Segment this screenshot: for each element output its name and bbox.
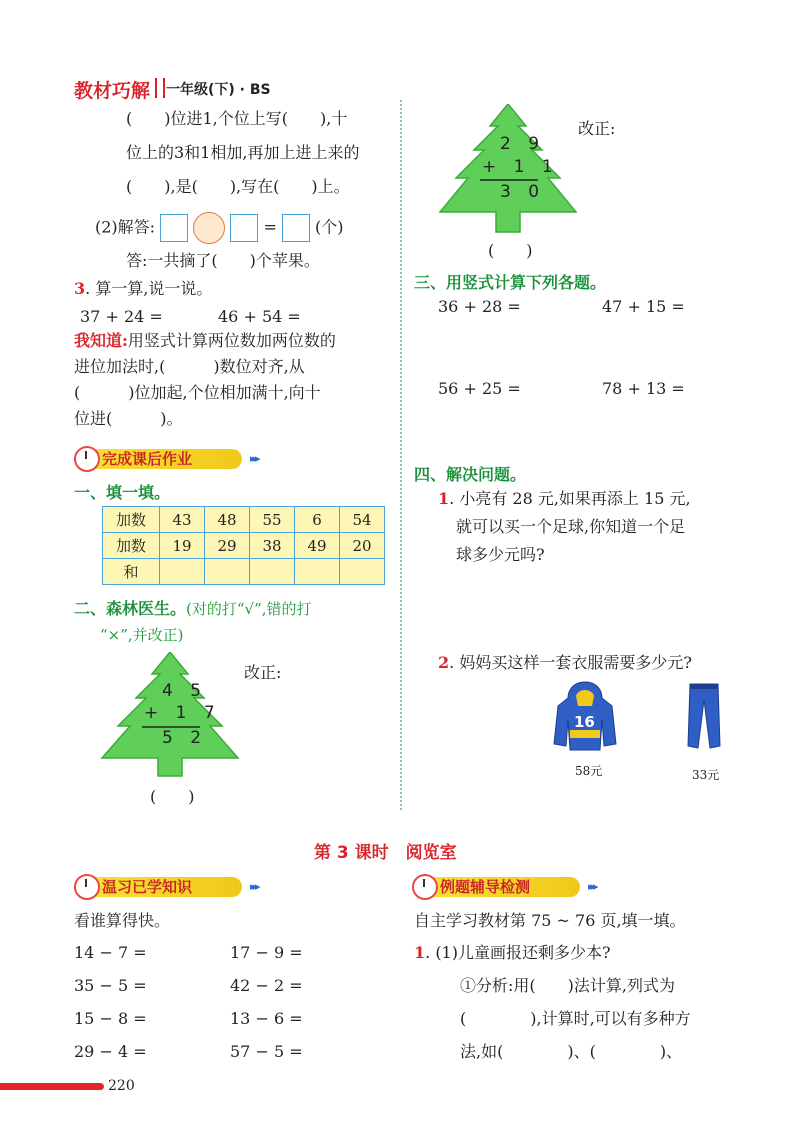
header-divider (155, 78, 165, 98)
review-banner-label: 温习已学知识 (102, 878, 193, 896)
text-line: ( ),是( ),写在( )上。 (126, 177, 350, 196)
text-line: 位上的3和1相加,再加上进上来的 (126, 143, 360, 162)
q3-heading (74, 278, 212, 300)
section-3-title: 三、用竖式计算下列各题。 (414, 273, 607, 292)
answer-sentence: 答:一共摘了( )个苹果。 (126, 251, 320, 270)
section-1-title: 一、填一填。 (74, 483, 171, 502)
example-question (414, 942, 611, 964)
brand-title: 教材巧解 (74, 80, 151, 102)
judge-paren-1[interactable]: ( ) (150, 787, 195, 806)
table-cell: 48 (205, 507, 250, 533)
table-cell: 38 (250, 533, 295, 559)
q3-expr-1: 37 + 24 = (80, 307, 163, 326)
tree-2-mid: + 1 1 (482, 157, 559, 177)
answer-unit: (个) (315, 217, 344, 237)
correct-label-1: 改正: (244, 663, 282, 682)
table-cell: 29 (205, 533, 250, 559)
clock-icon (74, 874, 100, 900)
answer-box-2[interactable] (230, 214, 258, 242)
answer-label: (2)解答: (95, 217, 156, 237)
table-cell: 43 (160, 507, 205, 533)
arrows-icon: ▸▸▸ (588, 880, 596, 893)
table-cell: 20 (340, 533, 385, 559)
know-line-2: 进位加法时,( )数位对齐,从 (74, 357, 305, 376)
clock-icon (74, 446, 100, 472)
answer-cell[interactable] (295, 559, 340, 585)
problem-1-text: . 小亮有 28 元,如果再添上 15 元, (449, 489, 691, 508)
answer-box-1[interactable] (160, 214, 188, 242)
answer-cell[interactable] (160, 559, 205, 585)
table-row (103, 533, 385, 559)
example-line-1: ①分析:用( )法计算,列式为 (460, 976, 675, 995)
problem-1-line-1 (438, 488, 691, 510)
q3-number: 3 (74, 279, 86, 298)
section-4-title: 四、解决问题。 (414, 465, 527, 484)
answer-cell[interactable] (340, 559, 385, 585)
review-expr: 15 − 8 = (74, 1009, 147, 1028)
know-line-1 (74, 330, 336, 352)
table-cell: 6 (295, 507, 340, 533)
arrows-icon: ▸▸▸ (250, 880, 258, 893)
homework-banner-label: 完成课后作业 (102, 450, 193, 468)
problem-1-line-3: 球多少元吗? (456, 545, 545, 564)
review-banner (74, 874, 274, 900)
answer-row (95, 212, 344, 244)
problem-1-number: 1 (438, 489, 450, 508)
judge-paren-2[interactable]: ( ) (488, 241, 533, 260)
correct-label-2: 改正: (578, 119, 616, 138)
q3-text: . 算一算,说一说。 (85, 279, 213, 298)
expr: 78 + 13 = (602, 379, 685, 398)
know-line-3: ( )位加起,个位相加满十,向十 (74, 383, 321, 402)
expr: 56 + 25 = (438, 379, 521, 398)
arrows-icon: ▸▸▸ (250, 452, 258, 465)
know-line-4: 位进( )。 (74, 409, 183, 428)
example-line-2: ( ),计算时,可以有多种方 (460, 1009, 691, 1028)
answer-cell[interactable] (205, 559, 250, 585)
clock-icon (412, 874, 438, 900)
section-2-hint: (对的打“√”,错的打 (186, 600, 312, 618)
example-banner-label: 例题辅导检测 (440, 878, 531, 896)
section-2-heading (74, 598, 312, 620)
example-question-text: . (1)儿童画报还剩多少本? (425, 943, 611, 962)
table-cell: 49 (295, 533, 340, 559)
review-expr: 57 − 5 = (230, 1042, 303, 1061)
lesson-title: 第 3 课时 阅览室 (314, 843, 457, 863)
example-banner (412, 874, 612, 900)
pants-icon (686, 682, 722, 750)
text-line: ( )位进1,个位上写( ),十 (126, 109, 348, 128)
example-question-number: 1 (414, 943, 426, 962)
tree-2-result: 3 0 (500, 182, 546, 202)
answer-box-3[interactable] (282, 214, 310, 242)
jacket-number: 16 (574, 713, 595, 731)
review-expr: 35 − 5 = (74, 976, 147, 995)
pants-price: 33元 (692, 768, 720, 782)
tree-2-top: 2 9 (500, 134, 546, 154)
tree-1-top: 4 5 (162, 681, 208, 701)
review-expr: 14 − 7 = (74, 943, 147, 962)
review-expr: 13 − 6 = (230, 1009, 303, 1028)
tree-1-mid: + 1 7 (144, 703, 221, 723)
jacket-price: 58元 (575, 764, 603, 778)
know-text: 用竖式计算两位数加两位数的 (127, 331, 336, 350)
row-label: 加数 (103, 533, 160, 559)
know-label: 我知道: (74, 331, 128, 350)
problem-2-line (438, 652, 692, 674)
tree-1-result: 5 2 (162, 728, 208, 748)
table-cell: 55 (250, 507, 295, 533)
column-divider (400, 100, 402, 810)
problem-2-number: 2 (438, 653, 450, 672)
review-expr: 17 − 9 = (230, 943, 303, 962)
table-row (103, 559, 385, 585)
addition-table (102, 506, 385, 585)
problem-2-text: . 妈妈买这样一套衣服需要多少元? (449, 653, 692, 672)
section-2-title: 二、森林医生。 (74, 599, 187, 618)
answer-operator-circle[interactable] (193, 212, 225, 244)
table-row (103, 507, 385, 533)
row-label: 和 (103, 559, 160, 585)
review-intro: 看谁算得快。 (74, 911, 171, 930)
review-expr: 42 − 2 = (230, 976, 303, 995)
row-label: 加数 (103, 507, 160, 533)
answer-cell[interactable] (250, 559, 295, 585)
example-intro: 自主学习教材第 75 ~ 76 页,填一填。 (414, 911, 686, 930)
expr: 36 + 28 = (438, 297, 521, 316)
review-expr: 29 − 4 = (74, 1042, 147, 1061)
problem-1-line-2: 就可以买一个足球,你知道一个足 (456, 517, 686, 536)
table-cell: 19 (160, 533, 205, 559)
grade-label: 一年级(下) · BS (166, 82, 271, 98)
table-cell: 54 (340, 507, 385, 533)
q3-expr-2: 46 + 54 = (218, 307, 301, 326)
expr: 47 + 15 = (602, 297, 685, 316)
page-number: 220 (108, 1078, 135, 1094)
example-line-3: 法,如( )、( )、 (460, 1042, 683, 1061)
equals-sign: = (263, 217, 277, 237)
footer-bar (0, 1083, 104, 1090)
homework-banner (74, 446, 274, 472)
section-2-hint-2: “×”,并改正) (100, 626, 184, 644)
